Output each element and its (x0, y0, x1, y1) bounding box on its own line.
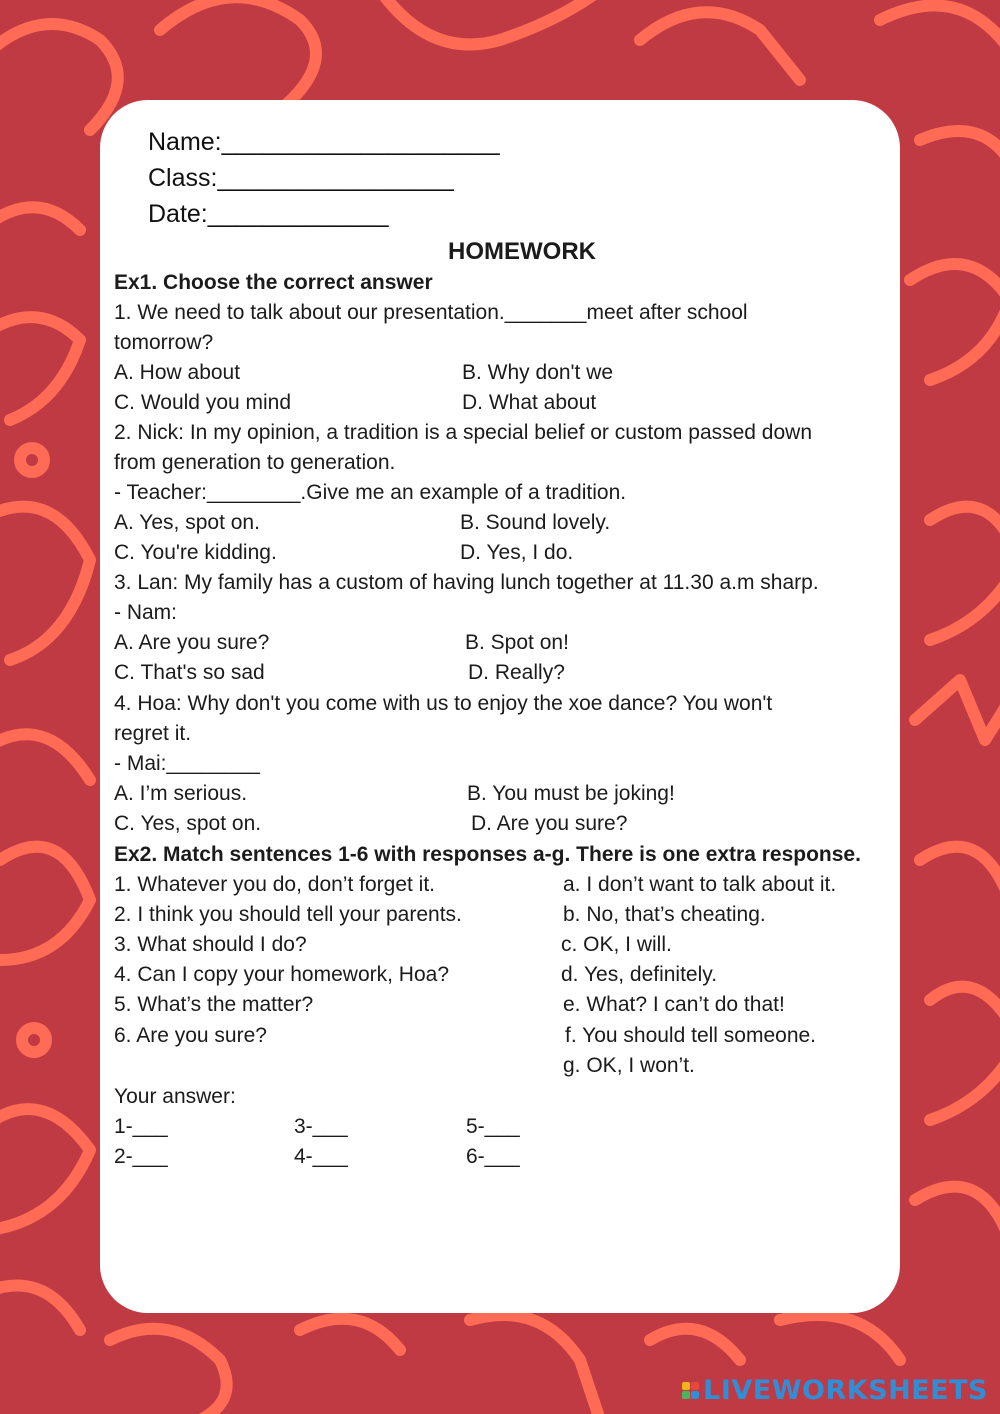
date-field[interactable]: Date:_____________ (148, 200, 389, 228)
class-field[interactable]: Class:_________________ (148, 164, 454, 192)
ex2-response-c: c. OK, I will. (561, 933, 672, 956)
ex1-q4-line3: - Mai:________ (114, 752, 260, 775)
answer-blank-1[interactable]: 1-___ (114, 1115, 168, 1138)
ex1-q3-option-d[interactable]: D. Really? (468, 661, 565, 684)
ex2-sentence-1: 1. Whatever you do, don’t forget it. (114, 873, 436, 896)
ex1-q3-option-c[interactable]: C. That's so sad (114, 661, 265, 684)
ex1-q2-line3: - Teacher:________.Give me an example of a tradition. (114, 481, 627, 504)
ex1-q4-option-a[interactable]: A. I’m serious. (114, 782, 248, 805)
ex2-response-g: g. OK, I won’t. (563, 1054, 695, 1077)
ex1-heading: Ex1. Choose the correct answer (114, 271, 433, 294)
ex2-sentence-5: 5. What’s the matter? (114, 993, 314, 1016)
ex1-q1-line1: 1. We need to talk about our presentation._______meet after school (114, 301, 748, 324)
ex2-heading: Ex2. Match sentences 1-6 with responses a-g. There is one extra response. (114, 843, 861, 866)
ex1-q4-option-c[interactable]: C. Yes, spot on. (114, 812, 262, 835)
answer-blank-5[interactable]: 5-___ (466, 1115, 520, 1138)
ex1-q2-line1: 2. Nick: In my opinion, a tradition is a special belief or custom passed down (114, 421, 813, 444)
ex1-q4-line2: regret it. (114, 722, 192, 745)
ex2-sentence-2: 2. I think you should tell your parents. (114, 903, 462, 926)
liveworksheets-logo[interactable] (682, 1374, 988, 1406)
ex1-q3-line2: - Nam: (114, 601, 177, 624)
ex1-q4-line1: 4. Hoa: Why don't you come with us to enjoy the xoe dance? You won't (114, 692, 773, 715)
ex1-q1-option-b[interactable]: B. Why don't we (462, 361, 614, 384)
answer-blank-6[interactable]: 6-___ (466, 1145, 520, 1168)
ex1-q3-line1: 3. Lan: My family has a custom of having lunch together at 11.30 a.m sharp. (114, 571, 819, 594)
answer-blank-2[interactable]: 2-___ (114, 1145, 168, 1168)
ex1-q4-option-b[interactable]: B. You must be joking! (467, 782, 675, 805)
answer-blank-4[interactable]: 4-___ (294, 1145, 348, 1168)
ex2-response-a: a. I don’t want to talk about it. (563, 873, 837, 896)
ex1-q2-option-d[interactable]: D. Yes, I do. (460, 541, 574, 564)
ex1-q2-option-b[interactable]: B. Sound lovely. (460, 511, 611, 534)
ex2-response-b: b. No, that’s cheating. (563, 903, 766, 926)
ex1-q2-line2: from generation to generation. (114, 451, 396, 474)
liveworksheets-logo-icon (682, 1382, 699, 1399)
ex1-q3-option-b[interactable]: B. Spot on! (465, 631, 569, 654)
ex1-q2-option-c[interactable]: C. You're kidding. (114, 541, 277, 564)
ex2-sentence-3: 3. What should I do? (114, 933, 307, 956)
ex2-sentence-4: 4. Can I copy your homework, Hoa? (114, 963, 449, 986)
name-field[interactable]: Name:____________________ (148, 128, 500, 156)
ex2-sentence-6: 6. Are you sure? (114, 1024, 267, 1047)
ex2-response-e: e. What? I can’t do that! (563, 993, 785, 1016)
ex1-q1-option-d[interactable]: D. What about (462, 391, 597, 414)
answer-label: Your answer: (114, 1085, 236, 1108)
ex1-q1-option-a[interactable]: A. How about (114, 361, 241, 384)
logo-text: LIVEWORKSHEETS (703, 1374, 988, 1406)
ex1-q4-option-d[interactable]: D. Are you sure? (471, 812, 628, 835)
ex1-q1-line2: tomorrow? (114, 331, 214, 354)
ex1-q2-option-a[interactable]: A. Yes, spot on. (114, 511, 260, 534)
ex2-response-d: d. Yes, definitely. (561, 963, 718, 986)
ex1-q1-option-c[interactable]: C. Would you mind (114, 391, 292, 414)
answer-blank-3[interactable]: 3-___ (294, 1115, 348, 1138)
ex2-response-f: f. You should tell someone. (565, 1024, 817, 1047)
page-title: HOMEWORK (448, 238, 596, 265)
ex1-q3-option-a[interactable]: A. Are you sure? (114, 631, 270, 654)
